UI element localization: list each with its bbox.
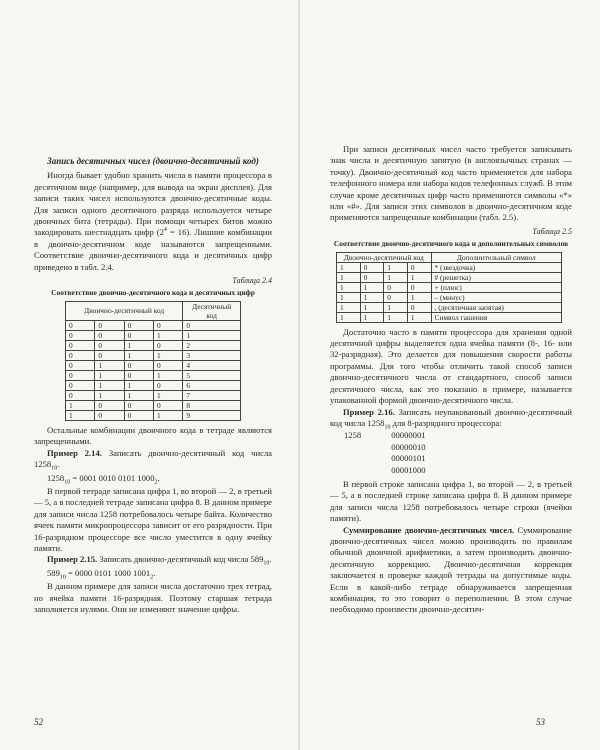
table-cell: 0 — [66, 320, 95, 330]
table-cell: 1 — [124, 390, 153, 400]
table-row — [66, 370, 241, 380]
table-cell: 0 — [407, 262, 431, 272]
table-cell: 1 — [407, 272, 431, 282]
table-cell: 5 — [183, 370, 241, 380]
table-row — [337, 272, 562, 282]
bcd-digit-table — [65, 301, 241, 421]
table-row — [66, 400, 241, 410]
table-cell: 1 — [95, 360, 124, 370]
table-header: Двоично-десятичный код — [66, 301, 183, 320]
bcd-line: 00000101 — [391, 453, 426, 464]
example-number: 1258 — [344, 430, 362, 441]
table-row — [66, 410, 241, 420]
table-row — [66, 390, 241, 400]
table-cell: 0 — [183, 320, 241, 330]
table-header: Дополнительный символ — [431, 252, 562, 262]
table-cell: 1 — [337, 272, 361, 282]
table-cell: 0 — [95, 410, 124, 420]
table-cell: 1 — [95, 380, 124, 390]
table-cell: 0 — [124, 410, 153, 420]
table-cell: 0 — [153, 340, 182, 350]
table-cell: 1 — [407, 312, 431, 322]
table-cell: 1 — [95, 390, 124, 400]
right-page — [300, 0, 600, 750]
table-cell: 1 — [360, 302, 384, 312]
table-cell: 1 — [153, 370, 182, 380]
table-number: Таблица 2.5 — [532, 226, 572, 236]
table-cell: 1 — [337, 302, 361, 312]
table-cell: 0 — [124, 360, 153, 370]
table-cell: 1 — [337, 282, 361, 292]
bcd-line: 00000001 — [391, 430, 426, 441]
table-cell: 1 — [153, 410, 182, 420]
table-cell: 1 — [384, 312, 408, 322]
table-cell: 8 — [183, 400, 241, 410]
table-cell: 1 — [337, 312, 361, 322]
table-row — [66, 320, 241, 330]
table-cell: 1 — [407, 292, 431, 302]
table-cell: 9 — [183, 410, 241, 420]
table-row — [337, 282, 562, 292]
table-cell: 0 — [153, 400, 182, 410]
paragraph: При записи десятичных чисел часто требуется записывать знак числа и десятичную запятую (в англоязычных странах — точку). Двоично-десятичный код часто применяется для набора телефонного номера или набора кодов телефонных служб. В этом случае кроме десятичных цифр часто применяются символы «*» или «#». Для записи этих символов в двоично-десятичном коде применяются запрещенные комбинации (табл. 2.5). — [330, 144, 572, 223]
table-cell: , (десятичная запятая) — [431, 302, 562, 312]
paragraph: В данном примере для записи числа достаточно трех тетрад, но ячейка памяти 16-разрядная. Поэтому старшая тетрада заполняется нулями. Они не изменяют значение цифры. — [34, 581, 272, 614]
table-cell: + (плюс) — [431, 282, 562, 292]
paragraph: В первой тетраде записана цифра 1, во второй — 2, в третьей — 5, а в последней тетраде записана цифра 8. В данном примере для записи числа 1258 потребовалось четыре байта. Количество ячеек памяти микропроцессора зависит от его разрядности. При 16-разрядном процессоре все число уместится в одну ячейку памяти. — [34, 485, 272, 553]
table-cell: 4 — [183, 360, 241, 370]
paragraph: В первой строке записана цифра 1, во второй — 2, в третьей — 5, а в последней строке записана цифра 8. В данном примере для записи числа 1258 потребовалось четыре строки (ячейки памяти). — [330, 478, 572, 524]
table-cell: 1 — [66, 400, 95, 410]
table-row — [337, 292, 562, 302]
table-row — [337, 302, 562, 312]
example-2-14: Пример 2.14. Записать двоично-десятичный код числа $1258_{10}$. — [34, 447, 272, 472]
unpacked-bcd-example — [344, 430, 572, 476]
table-row — [66, 350, 241, 360]
table-cell: 1 — [337, 292, 361, 302]
table-cell: 1 — [153, 350, 182, 360]
bcd-line: 00001000 — [391, 464, 426, 475]
table-cell: 0 — [407, 282, 431, 292]
table-cell: 6 — [183, 380, 241, 390]
table-cell: 0 — [124, 320, 153, 330]
table-row — [337, 312, 562, 322]
table-cell: Символ гашения — [431, 312, 562, 322]
table-number: Таблица 2.4 — [232, 276, 272, 286]
table-cell: 0 — [360, 272, 384, 282]
table-cell: 0 — [153, 320, 182, 330]
table-caption: Соответствие двоично-десятичного кода и дополнительных символов — [333, 239, 569, 249]
bcd-symbol-table — [336, 252, 562, 323]
intro-paragraph: Иногда бывает удобно хранить числа в памяти процессора в десятичном виде (например, для вывода на экран дисплея). Для записи таких чисел используются двоично-десятичные коды. Для записи одного десятичного разряда используется четыре двоичных бита (тетрады). При помощи четырех битов можно закодировать шестнадцать цифр $(2^4 = 16)$. Лишние комбинации в двоично-десятичном коде называются запрещенными. Соответствие двоично-десятичного кода и десятичных цифр приведено в табл. 2.4. — [34, 170, 272, 272]
table-cell: 0 — [153, 380, 182, 390]
example-2-14-formula: $1258_{10} = 0001$ 0010 0101 $1000_2$. — [47, 472, 160, 486]
table-row — [66, 340, 241, 350]
table-header: Десятичный код — [183, 301, 241, 320]
table-cell: 0 — [384, 292, 408, 302]
table-cell: 1 — [360, 312, 384, 322]
section-title: Запись десятичных чисел (двоично-десятичный код) — [47, 156, 259, 166]
table-cell: 1 — [124, 380, 153, 390]
table-cell: 0 — [124, 370, 153, 380]
table-cell: 1 — [66, 410, 95, 420]
table-cell: 2 — [183, 340, 241, 350]
table-cell: 0 — [407, 302, 431, 312]
table-cell: 0 — [95, 350, 124, 360]
example-2-15-formula: $589_{10} = 0000$ 0101 1000 $1001_2$. — [47, 567, 156, 581]
table-cell: 1 — [95, 370, 124, 380]
table-row — [66, 380, 241, 390]
table-cell: 0 — [124, 400, 153, 410]
table-cell: 1 — [384, 272, 408, 282]
table-cell: 0 — [360, 262, 384, 272]
table-cell: 0 — [66, 370, 95, 380]
table-cell: 0 — [153, 360, 182, 370]
table-cell: * (звездочка) — [431, 262, 562, 272]
example-2-15: Пример 2.15. Записать двоично-десятичный код числа $589_{10}$. — [47, 554, 272, 568]
table-cell: # (решетка) — [431, 272, 562, 282]
right-page-content — [330, 144, 572, 616]
table-cell: 1 — [360, 292, 384, 302]
table-row — [337, 262, 562, 272]
table-cell: 1 — [384, 302, 408, 312]
table-cell: 0 — [95, 340, 124, 350]
table-cell: 1 — [124, 340, 153, 350]
table-cell: 0 — [66, 330, 95, 340]
paragraph: Остальные комбинации двоичного кода в тетраде являются запрещенными. — [34, 424, 272, 447]
table-cell: 0 — [66, 390, 95, 400]
table-cell: 1 — [360, 282, 384, 292]
table-cell: 0 — [66, 360, 95, 370]
table-row — [66, 330, 241, 340]
bcd-line: 00000010 — [391, 441, 426, 452]
table-cell: 0 — [66, 380, 95, 390]
table-cell: 1 — [124, 350, 153, 360]
table-cell: 1 — [384, 262, 408, 272]
table-cell: 7 — [183, 390, 241, 400]
table-cell: 0 — [124, 330, 153, 340]
table-cell: 0 — [66, 350, 95, 360]
page-number: 53 — [536, 717, 545, 727]
table-cell: 0 — [95, 400, 124, 410]
page-number: 52 — [34, 717, 43, 727]
table-cell: 0 — [66, 340, 95, 350]
table-cell: 1 — [153, 390, 182, 400]
table-cell: 1 — [153, 330, 182, 340]
unpacked-bcd-lines — [391, 430, 425, 476]
summation-paragraph: Суммирование двоично-десятичных чисел. Суммирование двоично-десятичных чисел можно производить по правилам обычной двоичной арифметики, а затем производить двоично-десятичную коррекцию. Двоично-десятичная коррекция заключается в проверке каждой тетрады на допустимые коды. Если в какой-либо тетраде обнаруживается запрещенная комбинация, то это говорит о переполнении. В этом случае необходимо произвести двоично-десятич- — [330, 524, 572, 615]
table-cell: 0 — [95, 330, 124, 340]
table-header: Двоично-десятичный код — [337, 252, 432, 262]
table-cell: 1 — [183, 330, 241, 340]
table-cell: – (минус) — [431, 292, 562, 302]
table-cell: 0 — [384, 282, 408, 292]
paragraph: Достаточно часто в памяти процессора для хранения одной десятичной цифры выделяется одна ячейка памяти (8-, 16- или 32-разрядная). Это делается для повышения скорости работы программы. Для того чтобы отличить такой способ записи двоично-десятичного числа от стандартного, способ записи десятичного числа, как это показано в примере, называется упакованной формой двоично-десятичного числа. — [330, 326, 572, 406]
table-cell: 0 — [95, 320, 124, 330]
table-row — [66, 360, 241, 370]
example-2-16: Пример 2.16. Записать неупакованный двоично-десятичный код числа $1258_{10}$ для 8-разрядного процессора: — [330, 406, 572, 431]
table-cell: 1 — [337, 262, 361, 272]
table-caption: Соответствие двоично-десятичного кода и десятичных цифр — [51, 288, 255, 298]
left-page-content — [34, 156, 272, 615]
table-cell: 3 — [183, 350, 241, 360]
